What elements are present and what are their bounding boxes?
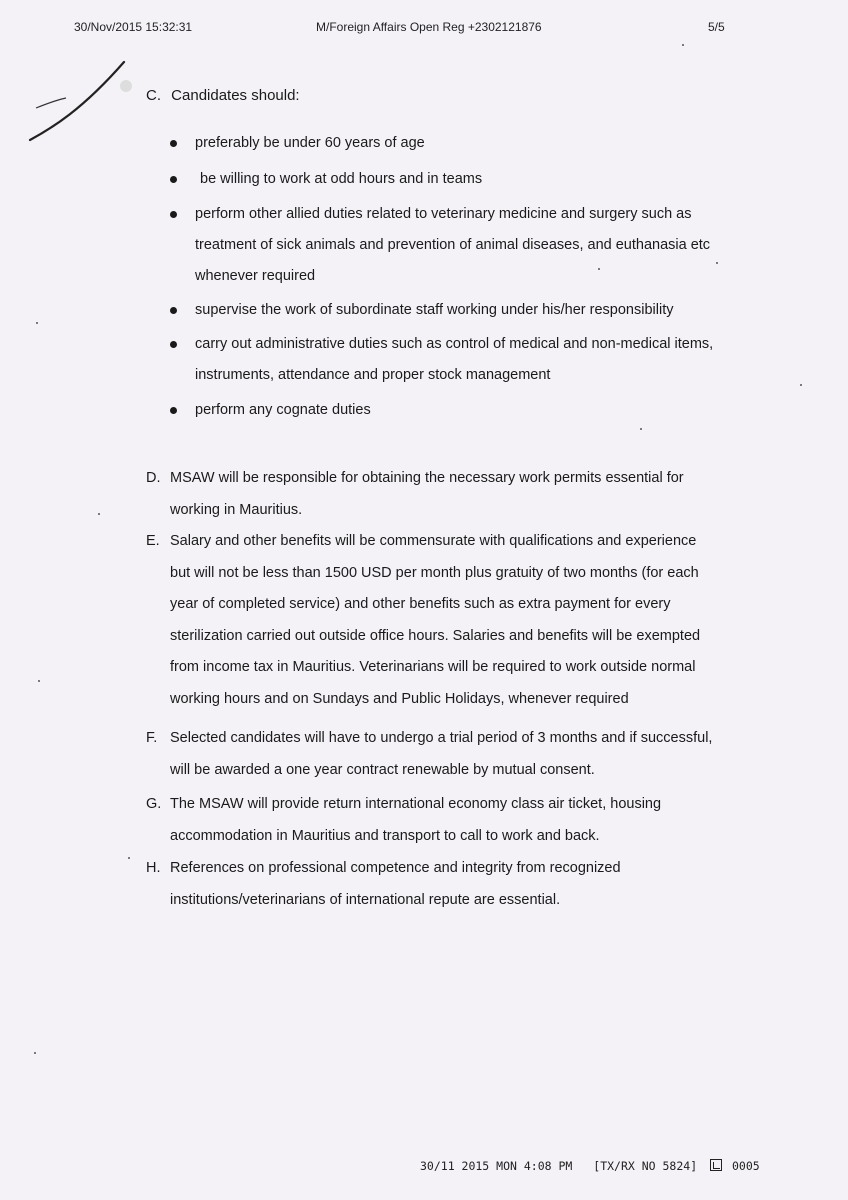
bullet-text: perform any cognate duties — [195, 402, 371, 418]
section-line: working in Mauritius. — [170, 501, 303, 518]
scan-speck — [34, 1052, 36, 1054]
scan-speck — [598, 268, 600, 270]
scan-speck — [800, 384, 802, 386]
scan-speck — [640, 428, 642, 430]
bullet-text: be willing to work at odd hours and in teams — [200, 171, 483, 187]
section-line: year of completed service) and other benefits such as extra payment for every — [170, 596, 671, 612]
fax-sender: M/Foreign Affairs Open Reg +2302121876 — [316, 20, 542, 34]
bullet-dot-icon — [170, 407, 177, 414]
section-line: Selected candidates will have to undergo a trial period of 3 months and if successful, — [170, 730, 713, 746]
fax-footer-date: 30/11 2015 MON 4:08 PM — [420, 1159, 573, 1173]
bullet-item — [168, 329, 713, 391]
section-letter: H. — [146, 860, 161, 876]
scan-speck — [682, 44, 684, 46]
bullet-text: carry out administrative duties such as control of medical and non-medical items, — [195, 336, 714, 352]
section-line: References on professional competence and integrity from recognized — [170, 860, 621, 876]
section-letter: G. — [146, 796, 162, 812]
bullet-text: whenever required — [195, 268, 316, 284]
fax-footer-txrx: [TX/RX NO 5824] — [593, 1159, 698, 1173]
section-title: Candidates should: — [171, 87, 300, 104]
bullet-text: supervise the work of subordinate staff working under his/her responsibility — [195, 302, 674, 318]
fax-footer — [420, 1159, 760, 1173]
fax-header — [0, 20, 848, 40]
bullet-item — [168, 164, 713, 195]
fax-footer-page-number: 0005 — [732, 1159, 760, 1173]
scan-speck — [38, 680, 40, 682]
bullet-item — [168, 128, 713, 159]
section-line: MSAW will be responsible for obtaining the necessary work permits essential for — [170, 470, 684, 486]
bullet-dot-icon — [170, 176, 177, 183]
bullet-dot-icon — [170, 341, 177, 348]
bullet-text: preferably be under 60 years of age — [195, 135, 425, 151]
section-line: but will not be less than 1500 USD per month plus gratuity of two months (for each — [170, 564, 699, 581]
scan-speck — [36, 322, 38, 324]
bullet-item — [168, 199, 713, 292]
section-line: from income tax in Mauritius. Veterinarians will be required to work outside normal — [170, 659, 696, 675]
bullet-text: treatment of sick animals and prevention of animal diseases, and euthanasia etc — [195, 237, 711, 253]
section-letter: C. — [146, 87, 161, 104]
fax-page-number: 5/5 — [708, 20, 725, 34]
bullet-item — [168, 295, 713, 326]
bullet-dot-icon — [170, 140, 177, 147]
section-c-bullet-list — [168, 128, 713, 426]
pen-stroke-mark — [22, 48, 142, 148]
fax-timestamp: 30/Nov/2015 15:32:31 — [74, 20, 193, 34]
section-letter: F. — [146, 730, 158, 746]
section-c-heading — [146, 82, 300, 110]
section-line: institutions/veterinarians of international repute are essential. — [170, 891, 561, 908]
section-line: sterilization carried out outside office hours. Salaries and benefits will be exempted — [170, 627, 701, 644]
bullet-dot-icon — [170, 211, 177, 218]
bullet-text: instruments, attendance and proper stock management — [195, 367, 551, 383]
fax-page-box-icon — [710, 1159, 722, 1171]
section-line: will be awarded a one year contract renewable by mutual consent. — [170, 761, 595, 778]
scan-speck — [128, 857, 130, 859]
section-letter: E. — [146, 533, 160, 549]
scan-speck — [98, 513, 100, 515]
section-letter: D. — [146, 470, 161, 486]
section-line: The MSAW will provide return international economy class air ticket, housing — [170, 796, 662, 812]
section-line: working hours and on Sundays and Public Holidays, whenever required — [170, 690, 629, 707]
scan-speck — [716, 262, 718, 264]
section-line: accommodation in Mauritius and transport to call to work and back. — [170, 827, 600, 844]
bullet-text: perform other allied duties related to veterinary medicine and surgery such as — [195, 206, 692, 222]
section-line: Salary and other benefits will be commensurate with qualifications and experience — [170, 533, 697, 549]
bullet-dot-icon — [170, 307, 177, 314]
bullet-item — [168, 395, 713, 426]
